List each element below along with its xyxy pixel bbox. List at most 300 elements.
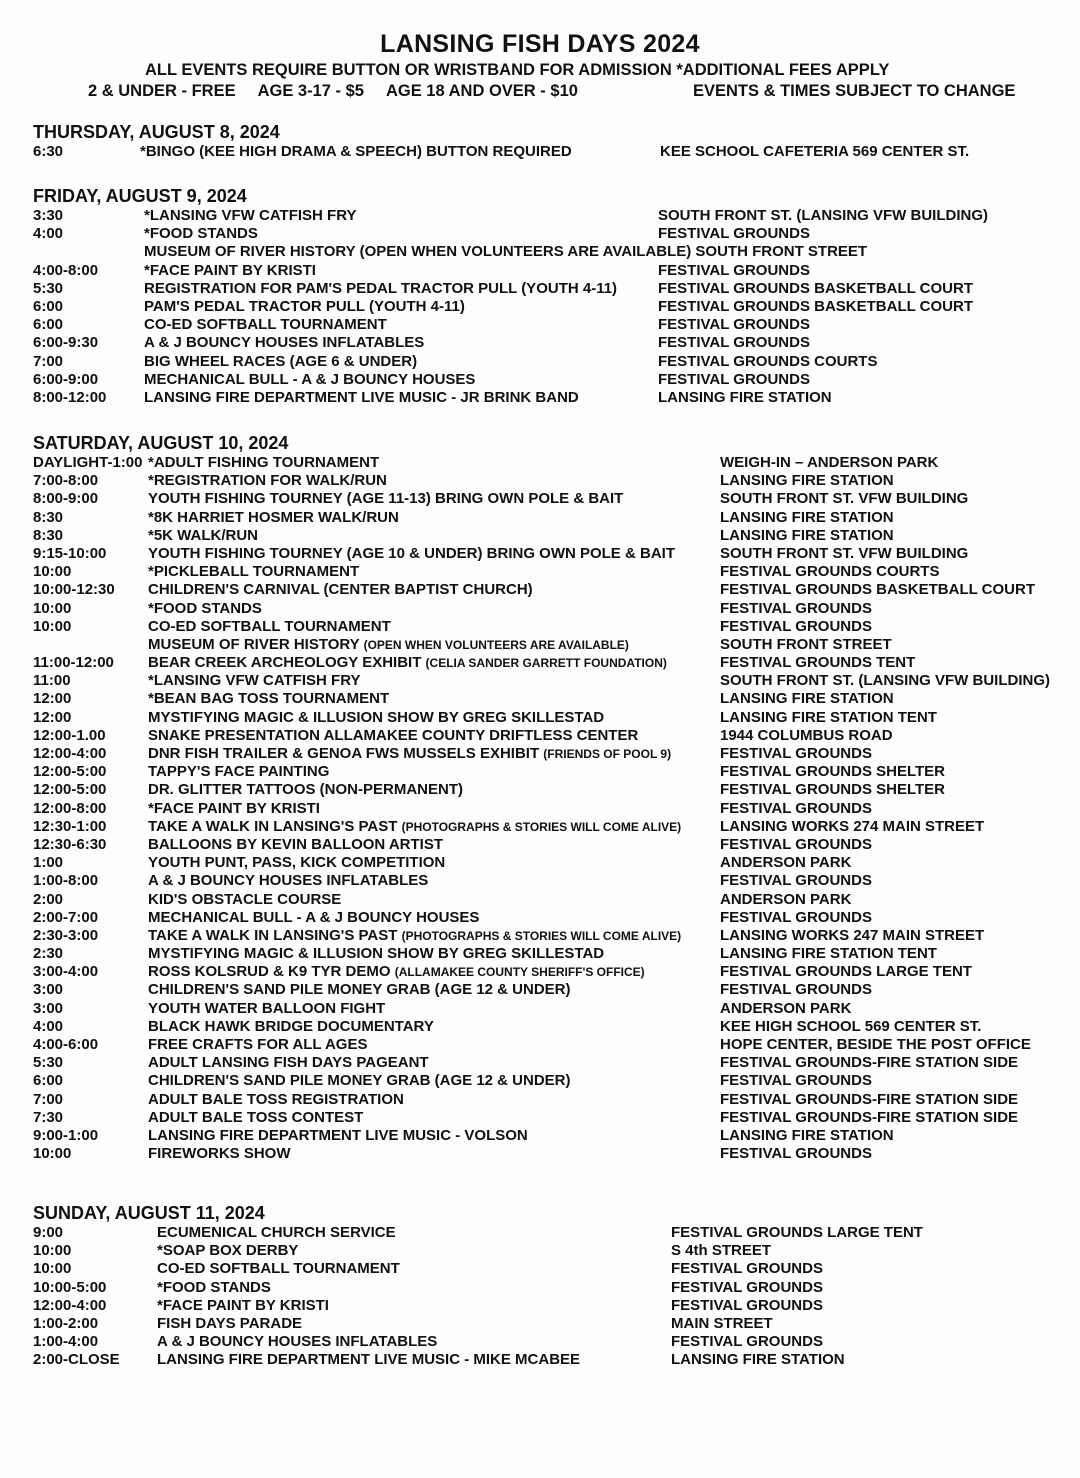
event-name xyxy=(148,1109,363,1127)
event-location: FESTIVAL GROUNDS xyxy=(720,872,872,890)
event-name xyxy=(148,909,479,927)
event-note: (ALLAMAKEE COUNTY SHERIFF'S OFFICE) xyxy=(394,965,645,980)
event-location: LANSING WORKS 247 MAIN STREET xyxy=(720,926,985,944)
event-time: 9:15-10:00 xyxy=(33,544,107,562)
event-time: 4:00-8:00 xyxy=(33,261,99,279)
event-location: ANDERSON PARK xyxy=(720,890,852,908)
event-row xyxy=(33,800,1063,818)
event-time: 6:00 xyxy=(33,316,64,334)
event-name xyxy=(148,709,604,727)
event-location: LANSING WORKS 274 MAIN STREET xyxy=(720,817,985,835)
event-time: 2:30-3:00 xyxy=(33,926,99,944)
event-row xyxy=(33,1127,1063,1145)
event-name xyxy=(148,1127,528,1145)
event-name xyxy=(148,672,361,690)
event-row xyxy=(33,1279,1063,1297)
event-time: 8:00-9:00 xyxy=(33,490,99,508)
event-location: FESTIVAL GROUNDS xyxy=(658,370,810,388)
event-row xyxy=(33,927,1063,945)
event-location: LANSING FIRE STATION xyxy=(658,388,832,406)
event-name xyxy=(140,143,572,161)
event-row xyxy=(33,472,1063,490)
event-list xyxy=(33,454,1063,1163)
event-title: *ADULT FISHING TOURNAMENT xyxy=(148,454,380,471)
event-title: CHILDREN'S SAND PILE MONEY GRAB (AGE 12 & UNDER) xyxy=(148,1072,571,1090)
event-row xyxy=(33,545,1063,563)
event-time: 1:00-2:00 xyxy=(33,1314,99,1332)
event-time: 6:00 xyxy=(33,1072,64,1090)
event-time: 12:00 xyxy=(33,690,72,708)
event-name xyxy=(148,690,389,708)
event-location: LANSING FIRE STATION TENT xyxy=(720,708,937,726)
event-row xyxy=(33,981,1063,999)
event-row xyxy=(33,316,1063,334)
event-row xyxy=(33,891,1063,909)
event-name xyxy=(148,891,341,909)
event-time: 12:00-5:00 xyxy=(33,763,107,781)
event-time: 10:00 xyxy=(33,1260,72,1278)
event-name xyxy=(148,981,571,999)
event-time: 12:00-5:00 xyxy=(33,781,107,799)
event-row xyxy=(33,143,1063,161)
event-location: SOUTH FRONT ST. (LANSING VFW BUILDING) xyxy=(720,672,1050,690)
event-time: 11:00-12:00 xyxy=(33,654,114,672)
event-time: 2:00-CLOSE xyxy=(33,1351,120,1369)
event-time: 6:00-9:30 xyxy=(33,334,99,352)
event-title: PAM'S PEDAL TRACTOR PULL (YOUTH 4-11) xyxy=(144,297,465,315)
event-title: YOUTH PUNT, PASS, KICK COMPETITION xyxy=(148,854,446,872)
event-location: FESTIVAL GROUNDS SHELTER xyxy=(720,781,946,799)
event-title: CHILDREN'S SAND PILE MONEY GRAB (AGE 12 & UNDER) xyxy=(148,981,571,999)
event-row xyxy=(33,298,1063,316)
event-name xyxy=(144,225,258,243)
event-time: 2:00 xyxy=(33,890,64,908)
event-location: FESTIVAL GROUNDS BASKETBALL COURT xyxy=(658,297,974,315)
event-time: 12:30-6:30 xyxy=(33,835,107,853)
day-heading: THURSDAY, AUGUST 8, 2024 xyxy=(33,122,280,142)
event-row xyxy=(33,854,1063,872)
event-title: YOUTH FISHING TOURNEY (AGE 11-13) BRING OWN POLE & BAIT xyxy=(148,490,624,508)
event-list xyxy=(33,207,1063,407)
event-time: 7:00 xyxy=(33,1090,64,1108)
event-location: LANSING FIRE STATION TENT xyxy=(720,945,937,963)
event-name xyxy=(148,545,675,563)
event-location: FESTIVAL GROUNDS xyxy=(720,908,872,926)
event-title: MECHANICAL BULL - A & J BOUNCY HOUSES xyxy=(144,370,476,388)
event-title: LANSING FIRE DEPARTMENT LIVE MUSIC - MIKE MCABEE xyxy=(157,1351,581,1369)
event-time: 2:30 xyxy=(33,945,64,963)
event-name xyxy=(148,927,681,945)
event-title: TAKE A WALK IN LANSING'S PAST xyxy=(148,817,398,835)
day-section-thursday xyxy=(33,121,1063,161)
event-location: FESTIVAL GROUNDS xyxy=(720,1145,872,1163)
event-time: 3:30 xyxy=(33,207,64,224)
event-name xyxy=(148,818,681,836)
event-time: 8:30 xyxy=(33,508,64,526)
event-location: LANSING FIRE STATION xyxy=(671,1351,845,1369)
event-name xyxy=(144,243,867,261)
event-title: MECHANICAL BULL - A & J BOUNCY HOUSES xyxy=(148,908,480,926)
event-name xyxy=(144,298,465,316)
event-time: 4:00-6:00 xyxy=(33,1036,99,1053)
event-location: ANDERSON PARK xyxy=(720,854,852,872)
event-name xyxy=(148,581,533,599)
event-location: FESTIVAL GROUNDS-FIRE STATION SIDE xyxy=(720,1054,1019,1072)
event-time: 5:30 xyxy=(33,1054,64,1072)
event-title: CO-ED SOFTBALL TOURNAMENT xyxy=(157,1260,400,1278)
event-time: 8:00-12:00 xyxy=(33,388,107,406)
event-row xyxy=(33,1260,1063,1278)
event-name xyxy=(157,1279,271,1297)
event-row xyxy=(33,1072,1063,1090)
event-title: FIREWORKS SHOW xyxy=(148,1145,291,1163)
event-title: MYSTIFYING MAGIC & ILLUSION SHOW BY GREG SKILLESTAD xyxy=(148,708,605,726)
event-row xyxy=(33,243,1063,261)
event-time: 4:00 xyxy=(33,1017,64,1035)
page-title: LANSING FISH DAYS 2024 xyxy=(380,30,700,58)
event-time: 7:00 xyxy=(33,352,64,370)
event-title: *BINGO (KEE HIGH DRAMA & SPEECH) BUTTON REQUIRED xyxy=(140,143,572,160)
event-location: SOUTH FRONT STREET xyxy=(720,635,892,653)
event-title: ADULT BALE TOSS REGISTRATION xyxy=(148,1090,404,1108)
event-time: 8:30 xyxy=(33,526,64,544)
event-location: FESTIVAL GROUNDS xyxy=(720,617,872,635)
event-location: WEIGH-IN – ANDERSON PARK xyxy=(720,454,939,471)
event-location: 1944 COLUMBUS ROAD xyxy=(720,726,893,744)
event-location: FESTIVAL GROUNDS LARGE TENT xyxy=(671,1224,923,1241)
event-name xyxy=(148,1145,291,1163)
event-location: SOUTH FRONT ST. VFW BUILDING xyxy=(720,544,969,562)
event-location: FESTIVAL GROUNDS xyxy=(720,599,872,617)
event-time: 3:00-4:00 xyxy=(33,963,99,981)
event-location: SOUTH FRONT ST. (LANSING VFW BUILDING) xyxy=(658,207,988,224)
event-row xyxy=(33,1091,1063,1109)
event-note: (PHOTOGRAPHS & STORIES WILL COME ALIVE) xyxy=(401,928,682,943)
event-title: YOUTH FISHING TOURNEY (AGE 10 & UNDER) BRING OWN POLE & BAIT xyxy=(148,544,675,562)
event-title: TAKE A WALK IN LANSING'S PAST xyxy=(148,926,398,944)
event-time: 9:00-1:00 xyxy=(33,1126,99,1144)
event-name xyxy=(144,262,316,280)
event-time: 12:00-4:00 xyxy=(33,1296,107,1314)
event-name xyxy=(144,280,617,298)
event-time: 3:00 xyxy=(33,999,64,1017)
event-row xyxy=(33,690,1063,708)
event-list xyxy=(33,1224,1063,1370)
event-location: HOPE CENTER, BESIDE THE POST OFFICE xyxy=(720,1036,1031,1053)
event-row xyxy=(33,1036,1063,1054)
event-location: LANSING FIRE STATION xyxy=(720,690,894,708)
event-row xyxy=(33,1054,1063,1072)
event-title: *BEAN BAG TOSS TOURNAMENT xyxy=(148,690,390,708)
event-row xyxy=(33,454,1063,472)
event-title: TAPPY'S FACE PAINTING xyxy=(148,763,330,781)
event-note: (CELIA SANDER GARRETT FOUNDATION) xyxy=(425,656,667,671)
event-title: *PICKLEBALL TOURNAMENT xyxy=(148,563,360,581)
event-name xyxy=(148,800,320,818)
event-row xyxy=(33,909,1063,927)
event-row xyxy=(33,636,1063,654)
event-name xyxy=(148,454,379,472)
event-location: KEE SCHOOL CAFETERIA 569 CENTER ST. xyxy=(660,143,970,160)
event-name xyxy=(148,745,671,763)
event-title: DNR FISH TRAILER & GENOA FWS MUSSELS EXHIBIT xyxy=(148,745,540,762)
event-location: FESTIVAL GROUNDS xyxy=(720,981,872,999)
event-row xyxy=(33,1333,1063,1351)
event-name xyxy=(157,1351,580,1369)
event-location: LANSING FIRE STATION xyxy=(720,1126,894,1144)
event-title: FISH DAYS PARADE xyxy=(157,1314,303,1332)
event-location: FESTIVAL GROUNDS BASKETBALL COURT xyxy=(720,581,1036,599)
event-row xyxy=(33,872,1063,890)
event-name xyxy=(157,1224,396,1242)
event-time: 10:00-5:00 xyxy=(33,1278,107,1296)
event-name xyxy=(148,636,629,654)
event-location: FESTIVAL GROUNDS xyxy=(671,1333,823,1351)
event-row xyxy=(33,781,1063,799)
event-location: LANSING FIRE STATION xyxy=(720,508,894,526)
event-location: FESTIVAL GROUNDS xyxy=(720,799,872,817)
event-location: SOUTH FRONT ST. VFW BUILDING xyxy=(720,490,969,508)
event-title: *FACE PAINT BY KRISTI xyxy=(148,799,320,817)
price-3-17: AGE 3-17 - $5 xyxy=(257,82,364,100)
event-row xyxy=(33,763,1063,781)
event-time: 10:00 xyxy=(33,617,72,635)
day-section-saturday xyxy=(33,432,1063,1163)
event-name xyxy=(148,763,329,781)
event-location: S 4th STREET xyxy=(671,1242,772,1260)
event-title: ROSS KOLSRUD & K9 TYR DEMO xyxy=(148,963,391,981)
event-name xyxy=(157,1315,302,1333)
event-row xyxy=(33,225,1063,243)
event-title: KID'S OBSTACLE COURSE xyxy=(148,890,342,908)
event-location: FESTIVAL GROUNDS COURTS xyxy=(658,352,878,370)
event-name xyxy=(148,1072,571,1090)
event-title: LANSING FIRE DEPARTMENT LIVE MUSIC - VOLSON xyxy=(148,1126,528,1144)
event-title: BIG WHEEL RACES (AGE 6 & UNDER) xyxy=(144,352,418,370)
event-row xyxy=(33,709,1063,727)
event-time: 3:00 xyxy=(33,981,64,999)
event-title: A & J BOUNCY HOUSES INFLATABLES xyxy=(148,872,429,890)
event-name xyxy=(148,490,623,508)
event-row xyxy=(33,1018,1063,1036)
event-row xyxy=(33,745,1063,763)
event-name xyxy=(148,563,359,581)
event-name xyxy=(148,509,399,527)
event-title: SNAKE PRESENTATION ALLAMAKEE COUNTY DRIFTLESS CENTER xyxy=(148,726,639,744)
event-title: BALLOONS BY KEVIN BALLOON ARTIST xyxy=(148,835,444,853)
event-name xyxy=(144,207,357,225)
event-note: (OPEN WHEN VOLUNTEERS ARE AVAILABLE) xyxy=(363,637,629,652)
event-location: ANDERSON PARK xyxy=(720,999,852,1017)
event-name xyxy=(148,472,387,490)
event-location: FESTIVAL GROUNDS LARGE TENT xyxy=(720,963,972,981)
event-time: 1:00-8:00 xyxy=(33,872,99,890)
event-row xyxy=(33,1351,1063,1369)
event-row xyxy=(33,818,1063,836)
event-row xyxy=(33,581,1063,599)
event-location: KEE HIGH SCHOOL 569 CENTER ST. xyxy=(720,1017,982,1035)
event-row xyxy=(33,1224,1063,1242)
event-name xyxy=(148,945,604,963)
event-time: 10:00 xyxy=(33,563,72,581)
event-title: *FACE PAINT BY KRISTI xyxy=(157,1296,329,1314)
event-row xyxy=(33,654,1063,672)
event-name xyxy=(148,1091,404,1109)
day-section-friday xyxy=(33,185,1063,407)
event-title: FREE CRAFTS FOR ALL AGES xyxy=(148,1036,368,1053)
event-time: 12:00-4:00 xyxy=(33,745,107,762)
event-location: MAIN STREET xyxy=(671,1314,773,1332)
event-row xyxy=(33,353,1063,371)
change-note: EVENTS & TIMES SUBJECT TO CHANGE xyxy=(693,82,1016,100)
event-name xyxy=(148,727,638,745)
event-row xyxy=(33,280,1063,298)
event-row xyxy=(33,727,1063,745)
event-time: 12:00-8:00 xyxy=(33,799,107,817)
event-title: YOUTH WATER BALLOON FIGHT xyxy=(148,999,386,1017)
event-time: 6:00 xyxy=(33,297,64,315)
event-name xyxy=(144,353,417,371)
event-name xyxy=(157,1297,329,1315)
event-location: FESTIVAL GROUNDS xyxy=(658,334,810,352)
event-title: *8K HARRIET HOSMER WALK/RUN xyxy=(148,508,399,526)
event-name xyxy=(157,1260,400,1278)
event-name xyxy=(148,1054,429,1072)
event-time: 6:30 xyxy=(33,143,64,160)
event-row xyxy=(33,1315,1063,1333)
event-location: FESTIVAL GROUNDS xyxy=(720,1072,872,1090)
event-title: REGISTRATION FOR PAM'S PEDAL TRACTOR PULL (YOUTH 4-11) xyxy=(144,279,618,297)
event-location: FESTIVAL GROUNDS BASKETBALL COURT xyxy=(658,279,974,297)
event-time: 9:00 xyxy=(33,1224,64,1241)
event-name xyxy=(148,963,645,981)
price-18-over: AGE 18 AND OVER - $10 xyxy=(385,82,578,100)
event-row xyxy=(33,262,1063,280)
event-title: *LANSING VFW CATFISH FRY xyxy=(148,672,361,690)
event-title: *LANSING VFW CATFISH FRY xyxy=(144,207,357,224)
event-row xyxy=(33,527,1063,545)
event-location: FESTIVAL GROUNDS xyxy=(720,835,872,853)
event-location: FESTIVAL GROUNDS xyxy=(671,1296,823,1314)
event-row xyxy=(33,207,1063,225)
event-row xyxy=(33,563,1063,581)
event-list xyxy=(33,143,1063,161)
event-name xyxy=(157,1242,298,1260)
event-title: *FOOD STANDS xyxy=(157,1278,271,1296)
event-name xyxy=(144,316,387,334)
event-title: *FACE PAINT BY KRISTI xyxy=(144,261,316,279)
event-row xyxy=(33,836,1063,854)
event-time: 12:00 xyxy=(33,708,72,726)
event-title: BLACK HAWK BRIDGE DOCUMENTARY xyxy=(148,1017,434,1035)
event-name xyxy=(144,389,579,407)
event-name xyxy=(148,527,258,545)
event-row xyxy=(33,1297,1063,1315)
event-row xyxy=(33,618,1063,636)
event-name xyxy=(148,872,428,890)
event-name xyxy=(157,1333,437,1351)
event-time: 7:30 xyxy=(33,1108,64,1126)
event-note: (PHOTOGRAPHS & STORIES WILL COME ALIVE) xyxy=(401,819,682,834)
event-location: LANSING FIRE STATION xyxy=(720,526,894,544)
event-time: 7:00-8:00 xyxy=(33,472,99,490)
event-row xyxy=(33,490,1063,508)
event-location: FESTIVAL GROUNDS xyxy=(658,261,810,279)
event-title: CO-ED SOFTBALL TOURNAMENT xyxy=(148,617,391,635)
event-title: ADULT BALE TOSS CONTEST xyxy=(148,1108,364,1126)
event-time: 10:00 xyxy=(33,1242,72,1260)
event-name xyxy=(148,600,262,618)
event-title: LANSING FIRE DEPARTMENT LIVE MUSIC - JR BRINK BAND xyxy=(144,388,579,406)
event-location: FESTIVAL GROUNDS-FIRE STATION SIDE xyxy=(720,1108,1019,1126)
event-location: FESTIVAL GROUNDS-FIRE STATION SIDE xyxy=(720,1090,1019,1108)
event-time: 1:00 xyxy=(33,854,64,872)
event-name xyxy=(148,654,667,672)
admission-note: ALL EVENTS REQUIRE BUTTON OR WRISTBAND FOR ADMISSION *ADDITIONAL FEES APPLY xyxy=(145,61,890,79)
event-location: FESTIVAL GROUNDS SHELTER xyxy=(720,763,946,781)
event-row xyxy=(33,945,1063,963)
day-section-sunday xyxy=(33,1202,1063,1370)
event-row xyxy=(33,1242,1063,1260)
event-location: FESTIVAL GROUNDS xyxy=(658,225,810,243)
event-time: 2:00-7:00 xyxy=(33,908,99,926)
day-heading: SATURDAY, AUGUST 10, 2024 xyxy=(33,433,289,453)
event-title: A & J BOUNCY HOUSES INFLATABLES xyxy=(144,334,425,352)
event-location: FESTIVAL GROUNDS xyxy=(658,316,810,334)
event-name xyxy=(148,854,445,872)
event-name xyxy=(144,371,475,389)
event-name xyxy=(148,1018,434,1036)
event-row xyxy=(33,1109,1063,1127)
event-title: ECUMENICAL CHURCH SERVICE xyxy=(157,1224,396,1241)
event-row xyxy=(33,334,1063,352)
event-row xyxy=(33,509,1063,527)
price-line xyxy=(88,82,1016,101)
event-row xyxy=(33,1145,1063,1163)
event-location: FESTIVAL GROUNDS xyxy=(671,1278,823,1296)
event-time: 5:30 xyxy=(33,279,64,297)
event-note: (FRIENDS OF POOL 9) xyxy=(543,747,672,761)
event-time: 10:00-12:30 xyxy=(33,581,115,599)
event-row xyxy=(33,371,1063,389)
event-title: *REGISTRATION FOR WALK/RUN xyxy=(148,472,387,490)
event-location: FESTIVAL GROUNDS xyxy=(720,745,872,762)
event-row xyxy=(33,963,1063,981)
event-name xyxy=(148,836,443,854)
event-name xyxy=(148,618,391,636)
price-under-2: 2 & UNDER - FREE xyxy=(88,82,236,100)
event-time: DAYLIGHT-1:00 xyxy=(33,454,143,471)
event-title: *FOOD STANDS xyxy=(148,599,262,617)
event-time: 12:30-1:00 xyxy=(33,817,107,835)
event-title: MUSEUM OF RIVER HISTORY xyxy=(148,635,360,653)
event-title: BEAR CREEK ARCHEOLOGY EXHIBIT xyxy=(148,654,422,672)
event-title: DR. GLITTER TATTOOS (NON-PERMANENT) xyxy=(148,781,463,799)
event-location: FESTIVAL GROUNDS TENT xyxy=(720,654,916,672)
day-heading: FRIDAY, AUGUST 9, 2024 xyxy=(33,186,247,206)
event-time: 6:00-9:00 xyxy=(33,370,99,388)
event-name xyxy=(148,781,463,799)
event-title: ADULT LANSING FISH DAYS PAGEANT xyxy=(148,1054,429,1072)
event-time: 12:00-1.00 xyxy=(33,726,106,744)
event-title: MUSEUM OF RIVER HISTORY (OPEN WHEN VOLUNTEERS ARE AVAILABLE) SOUTH FRONT STREET xyxy=(144,243,868,261)
event-time: 1:00-4:00 xyxy=(33,1333,99,1351)
day-heading: SUNDAY, AUGUST 11, 2024 xyxy=(33,1203,265,1223)
event-location: LANSING FIRE STATION xyxy=(720,472,894,490)
event-row xyxy=(33,600,1063,618)
event-title: MYSTIFYING MAGIC & ILLUSION SHOW BY GREG SKILLESTAD xyxy=(148,945,605,963)
event-time: 11:00 xyxy=(33,672,71,690)
